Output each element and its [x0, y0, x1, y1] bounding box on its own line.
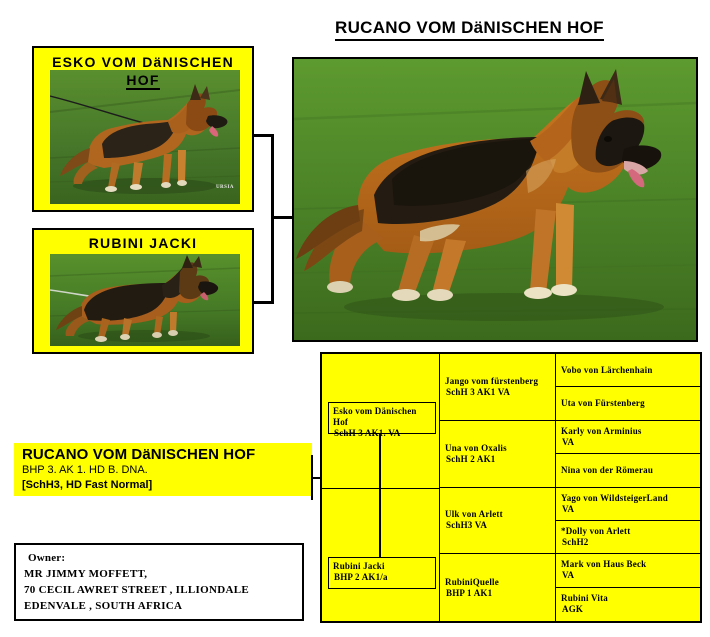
pedigree-gen2-2-name: Una von Oxalis [445, 442, 507, 453]
pedigree-cell-gen3-4 [556, 454, 700, 487]
pedigree-gen2-2-titles: SchH 2 AK1 [446, 453, 496, 464]
pedigree-gen3-3-name: Karly von Arminius [561, 425, 642, 436]
sire-photo-watermark: URSIA [215, 185, 234, 190]
pedigree-cell-gen2-1 [440, 354, 555, 421]
pedigree-gen3-8-titles: AGK [562, 604, 584, 615]
pedigree-cell-gen3-8 [556, 588, 700, 621]
subject-qualifications-secondary: [SchH3, HD Fast Normal] [22, 479, 153, 491]
main-dog-photo [292, 57, 698, 342]
owner-address-line2: EDENVALE , SOUTH AFRICA [24, 600, 183, 612]
pedigree-gen2-4-name: RubiniQuelle [445, 576, 499, 587]
sire-photo-frame [32, 46, 254, 212]
pedigree-cell-gen2-2 [440, 421, 555, 488]
owner-address-line1: 70 CECIL AWRET STREET , ILLIONDALE [24, 584, 249, 596]
pedigree-cell-gen3-3 [556, 421, 700, 454]
pedigree-gen2-1-titles: SchH 3 AK1 VA [446, 386, 511, 397]
pedigree-sire-name: Esko vom Dänischen Hof [333, 406, 417, 427]
connector-stub-to-main [271, 216, 293, 219]
pedigree-cell-gen3-5 [556, 488, 700, 521]
owner-info-box [14, 543, 304, 621]
pedigree-gen3-5-titles: VA [562, 503, 575, 514]
pedigree-cell-gen2-4 [440, 554, 555, 621]
main-dog-illustration [294, 59, 696, 340]
pedigree-gen2-4-titles: BHP 1 AK1 [446, 587, 493, 598]
pedigree-cell-sire [328, 402, 436, 438]
pedigree-gen2-3-titles: SchH3 VA [446, 520, 488, 531]
pedigree-gen2-3-name: Ulk von Arlett [445, 509, 503, 520]
pedigree-cell-gen3-6 [556, 521, 700, 554]
connector-info-right-edge [311, 455, 313, 500]
pedigree-gen3-1-name: Vobo von Lärchenhain [561, 364, 653, 375]
pedigree-cell-gen2-3 [440, 488, 555, 555]
dam-dog-illustration [50, 254, 240, 346]
pedigree-gen2-1-name: Jango vom fürstenberg [445, 375, 539, 386]
pedigree-cell-gen3-2 [556, 387, 700, 420]
sire-dog-illustration [50, 70, 240, 204]
owner-name: MR JIMMY MOFFETT, [24, 568, 148, 580]
pedigree-gen3-5-name: Yago von WildsteigerLand [561, 492, 668, 503]
pedigree-gen3-6-titles: SchH2 [562, 537, 589, 548]
page-title: RUCANO VOM DäNISCHEN HOF [335, 18, 604, 41]
sire-photo-image [50, 70, 240, 204]
pedigree-cell-dam [328, 557, 436, 589]
pedigree-gen3-3-titles: VA [562, 436, 575, 447]
connector-vertical [271, 134, 274, 304]
pedigree-gen3-7-name: Mark von Haus Beck [561, 559, 647, 570]
pedigree-dam-connector [379, 490, 381, 558]
pedigree-dam-name: Rubini Jacki [333, 561, 385, 571]
owner-label: Owner: [28, 552, 66, 564]
pedigree-generation-1 [322, 354, 440, 621]
pedigree-generation-2 [440, 354, 556, 621]
sire-photo-caption-line1: ESKO VOM DäNISCHEN [52, 54, 234, 70]
pedigree-gen3-2-name: Uta von Fürstenberg [561, 398, 645, 409]
pedigree-gen3-4-name: Nina von der Römerau [561, 464, 654, 475]
pedigree-sire-titles: SchH 3 AK1. VA [334, 428, 401, 438]
subject-info-box [14, 443, 312, 496]
pedigree-table [320, 352, 702, 623]
pedigree-cell-gen3-7 [556, 554, 700, 587]
subject-name: RUCANO VOM DäNISCHEN HOF [22, 446, 256, 463]
sire-photo-caption-line2: HOF [126, 72, 160, 88]
dam-photo-caption: RUBINI JACKI [88, 235, 198, 251]
pedigree-gen3-7-titles: VA [562, 570, 575, 581]
subject-qualifications: BHP 3. AK 1. HD B. DNA. [22, 464, 148, 476]
pedigree-gen3-6-name: *Dolly von Arlett [561, 526, 631, 537]
dam-photo-frame [32, 228, 254, 354]
dam-photo-image [50, 254, 240, 346]
pedigree-generation-3-top [556, 354, 700, 621]
pedigree-gen3-8-name: Rubini Vita [561, 593, 608, 604]
pedigree-cell-gen3-1 [556, 354, 700, 387]
pedigree-dam-titles: BHP 2 AK1/a [334, 572, 388, 582]
pedigree-sire-connector [379, 434, 381, 490]
